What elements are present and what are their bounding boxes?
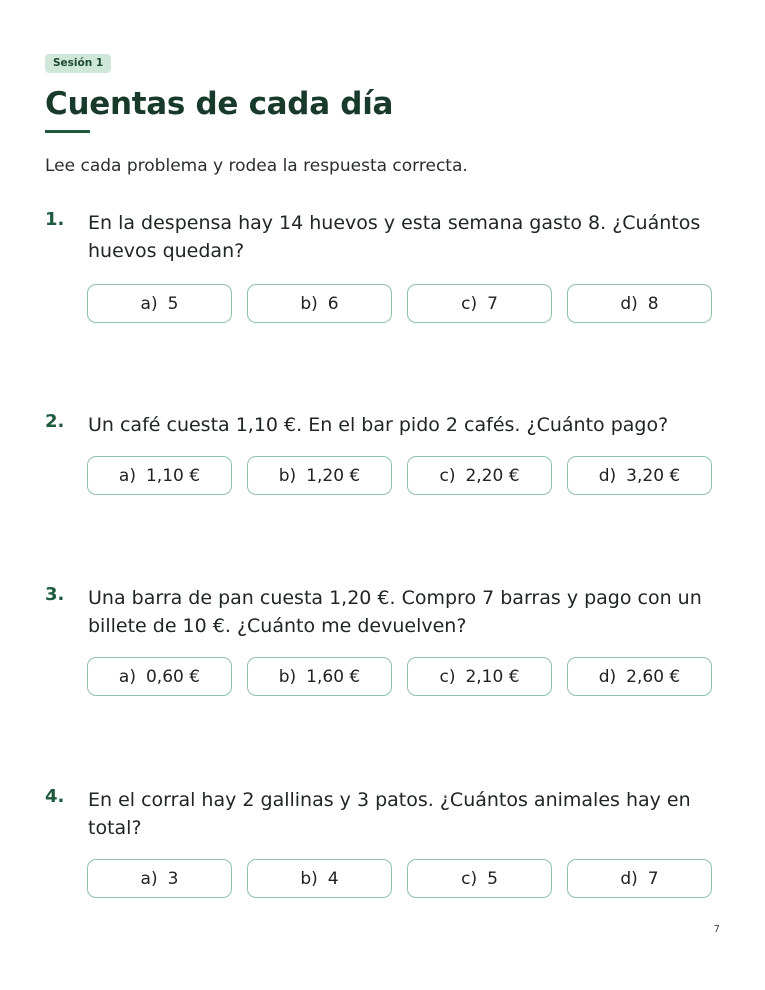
option-c[interactable]	[407, 859, 552, 898]
option-a[interactable]	[87, 859, 232, 898]
title-underline	[45, 130, 90, 133]
answer-options	[87, 456, 712, 495]
question-text: En el corral hay 2 gallinas y 3 patos. ¿Cuántos animales hay en total?	[88, 789, 691, 839]
option-a[interactable]	[87, 284, 232, 323]
option-b[interactable]	[247, 657, 392, 696]
option-b[interactable]	[247, 284, 392, 323]
option-value: 5	[487, 868, 498, 889]
option-a[interactable]	[87, 657, 232, 696]
option-letter: c)	[461, 868, 478, 889]
instructions-text: Lee cada problema y rodea la respuesta correcta.	[45, 156, 468, 176]
option-letter: d)	[620, 293, 638, 314]
answer-options	[87, 284, 712, 323]
option-value: 1,60 €	[306, 666, 361, 687]
option-letter: d)	[598, 666, 617, 687]
option-letter: a)	[140, 868, 158, 889]
page-title: Cuentas de cada día	[45, 86, 394, 122]
option-letter: b)	[278, 465, 297, 486]
option-value: 0,60 €	[145, 666, 201, 687]
question-number: 4.	[45, 786, 65, 807]
option-c[interactable]	[407, 284, 552, 323]
option-a[interactable]	[87, 456, 232, 495]
option-value: 2,60 €	[626, 666, 681, 687]
page-number: 7	[713, 924, 720, 935]
option-value: 5	[167, 293, 179, 314]
option-d[interactable]	[567, 456, 712, 495]
option-d[interactable]	[567, 284, 712, 323]
option-value: 7	[487, 293, 498, 314]
option-value: 8	[647, 293, 659, 314]
option-value: 7	[647, 868, 659, 889]
option-letter: c)	[439, 465, 456, 486]
answer-options	[87, 657, 712, 696]
question-number: 1.	[45, 209, 65, 230]
question-text: Una barra de pan cuesta 1,20 €. Compro 7 barras y pago con un billete de 10 €. ¿Cuánto me devuelven?	[88, 587, 702, 637]
answer-options	[87, 859, 712, 898]
option-d[interactable]	[567, 859, 712, 898]
question-number: 3.	[45, 584, 65, 605]
question-number: 2.	[45, 411, 65, 432]
option-letter: a)	[118, 666, 136, 687]
option-value: 1,10 €	[145, 465, 201, 486]
session-badge: Sesión 1	[45, 54, 111, 73]
option-value: 4	[327, 868, 339, 889]
question-text: Un café cuesta 1,10 €. En el bar pido 2 cafés. ¿Cuánto pago?	[88, 414, 669, 436]
option-value: 3	[167, 868, 179, 889]
option-letter: a)	[140, 293, 158, 314]
option-b[interactable]	[247, 456, 392, 495]
option-c[interactable]	[407, 456, 552, 495]
option-letter: c)	[461, 293, 478, 314]
question-text: En la despensa hay 14 huevos y esta semana gasto 8. ¿Cuántos huevos quedan?	[88, 212, 701, 262]
option-value: 1,20 €	[306, 465, 361, 486]
option-letter: d)	[598, 465, 617, 486]
option-value: 2,20 €	[465, 465, 520, 486]
option-value: 6	[327, 293, 339, 314]
option-letter: a)	[118, 465, 136, 486]
option-letter: b)	[300, 293, 318, 314]
option-value: 2,10 €	[465, 666, 520, 687]
option-letter: c)	[439, 666, 456, 687]
option-c[interactable]	[407, 657, 552, 696]
option-b[interactable]	[247, 859, 392, 898]
option-value: 3,20 €	[626, 465, 681, 486]
option-letter: b)	[300, 868, 318, 889]
option-letter: b)	[278, 666, 297, 687]
option-d[interactable]	[567, 657, 712, 696]
option-letter: d)	[620, 868, 638, 889]
